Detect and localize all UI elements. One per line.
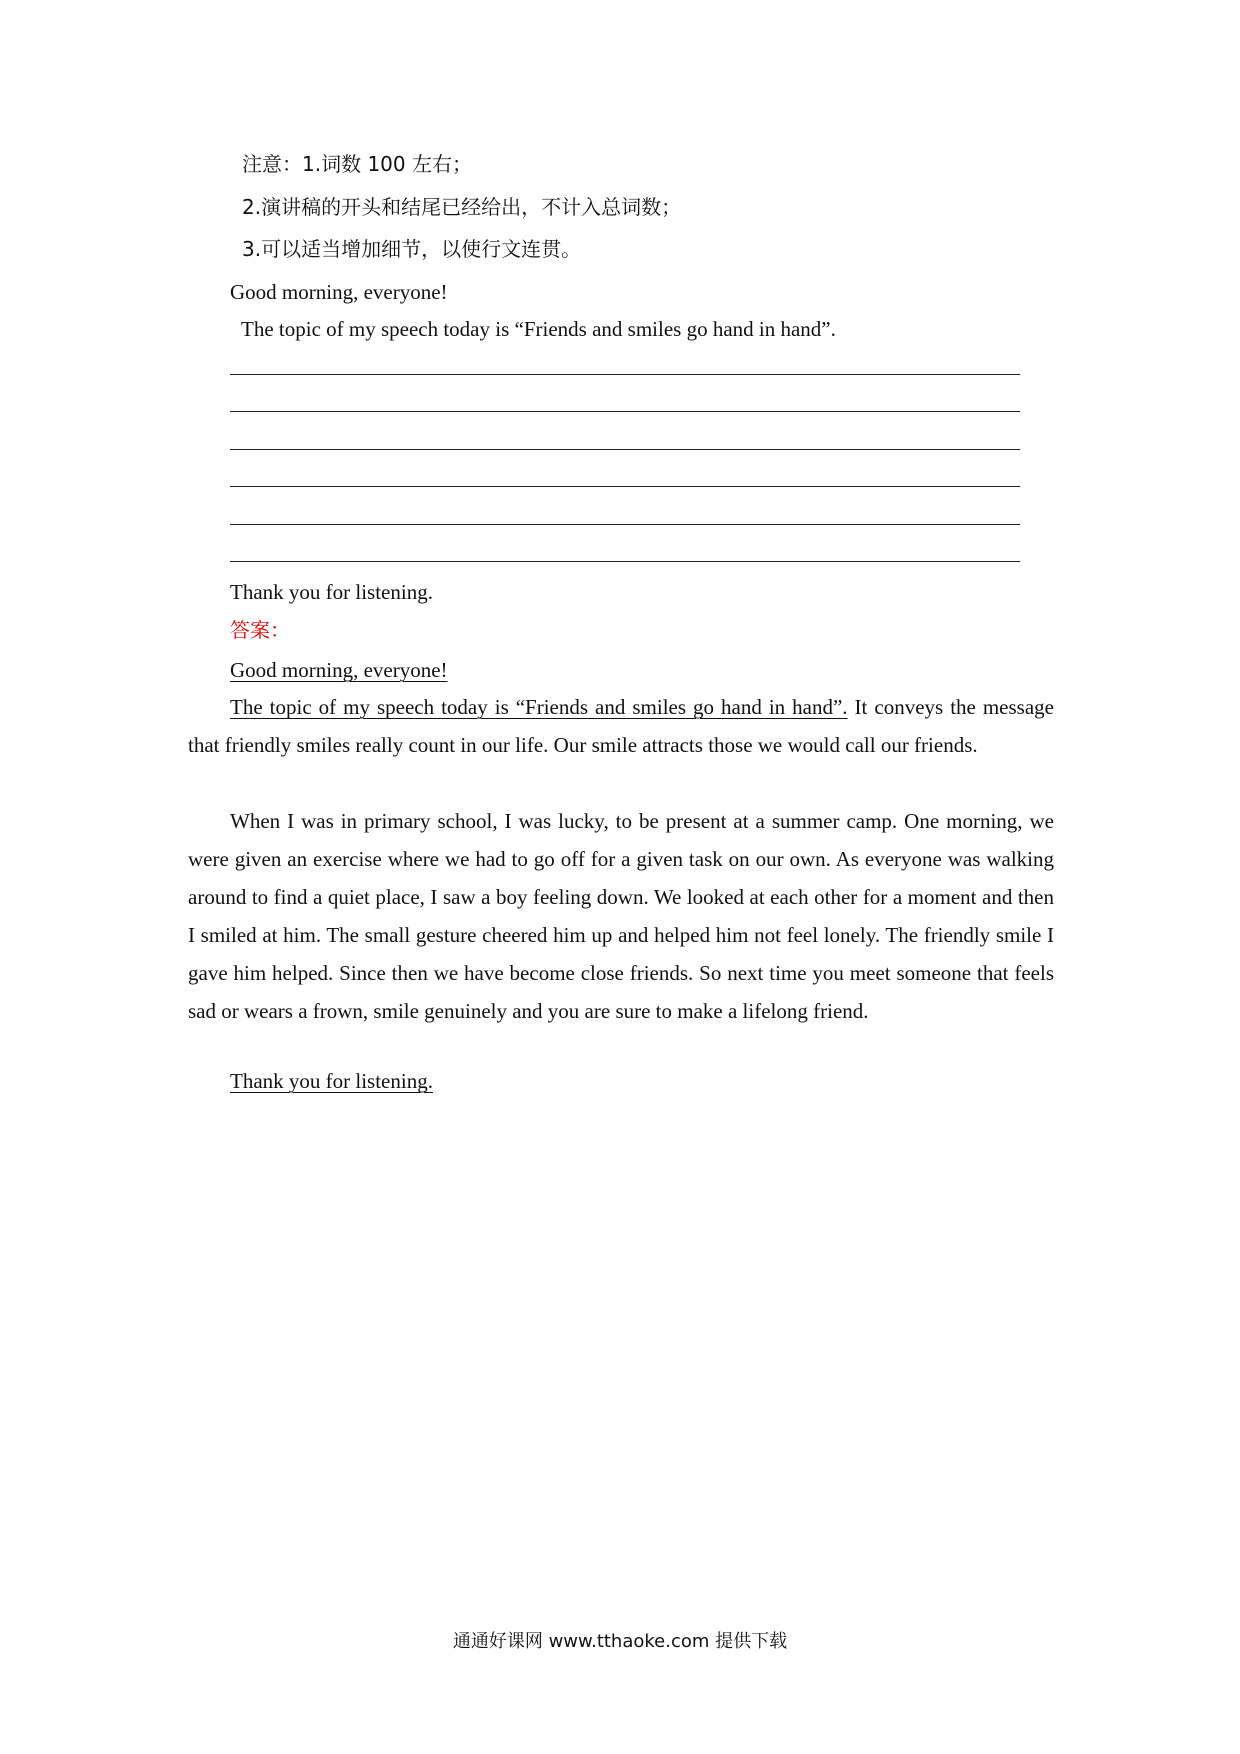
note-begin-end: 2.演讲稿的开头和结尾已经给出，不计入总词数； xyxy=(242,195,682,219)
page-footer: 通通好课网 www.tthaoke.com 提供下载 xyxy=(452,1631,788,1652)
writing-line-4 xyxy=(230,486,1020,487)
answer-closing: Thank you for listening. xyxy=(230,1069,433,1093)
answer-greeting: Good morning, everyone! xyxy=(230,658,448,682)
writing-line-1 xyxy=(230,374,1020,375)
answer-topic-rest: It conveys the message that friendly smiles really count in our life. Our smile attracts those we would call our friends. xyxy=(188,695,1054,757)
note-word-count: 注意：1.词数 100 左右； xyxy=(242,152,472,176)
answer-intro-paragraph xyxy=(188,688,1054,764)
answer-label: 答案： xyxy=(230,618,290,642)
prompt-greeting: Good morning, everyone! xyxy=(230,280,448,304)
note-add-details: 3.可以适当增加细节，以使行文连贯。 xyxy=(242,237,582,261)
answer-story-paragraph: When I was in primary school, I was lucky, to be present at a summer camp. One morning, we were given an exercise where we had to go off for a given task on our own. As everyone was walking around to find a quiet place, I saw a boy feeling down. We looked at each other for a moment and then I smiled at him. The small gesture cheered him up and helped him not feel lonely. The friendly smile I gave him helped. Since then we have become close friends. So next time you meet someone that feels sad or wears a frown, smile genuinely and you are sure to make a lifelong friend. xyxy=(188,809,1054,1023)
prompt-closing: Thank you for listening. xyxy=(230,580,433,604)
prompt-topic: The topic of my speech today is “Friends and smiles go hand in hand”. xyxy=(241,317,836,341)
answer-topic-underlined: The topic of my speech today is “Friends and smiles go hand in hand”. xyxy=(230,695,848,719)
writing-line-6 xyxy=(230,561,1020,562)
writing-line-2 xyxy=(230,411,1020,412)
writing-line-3 xyxy=(230,449,1020,450)
writing-line-5 xyxy=(230,524,1020,525)
